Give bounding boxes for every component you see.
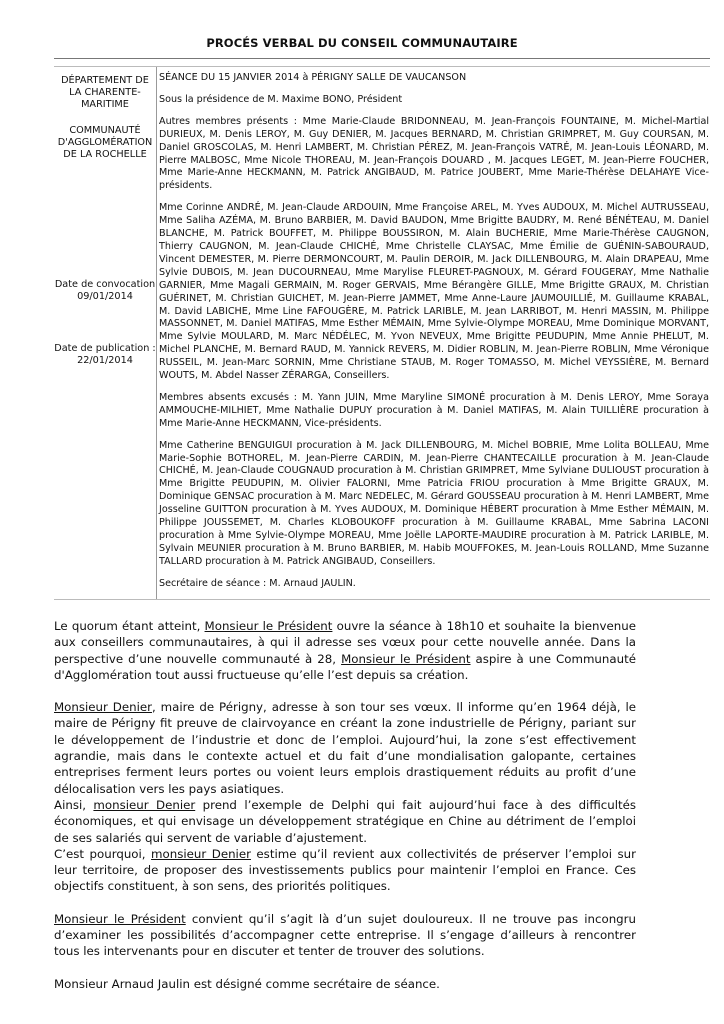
- paragraph-employment: [54, 846, 636, 895]
- text: aspire à une Communauté d'Agglomération tout aussi fructueuse qu’elle l’est depuis sa création.: [54, 651, 636, 682]
- denier-reference: Monsieur Denier: [54, 700, 152, 715]
- members-present: Autres membres présents : Mme Marie-Claude BRIDONNEAU, M. Jean-François FOUNTAINE, M. Michel-Martial DURIEUX, M. Denis LEROY, M. Guy DENIER, M. Jacques BERNARD, M. Christian GRIMPRET, M. Guy COURSAN, M. Daniel GROSCOLAS, M. Henri LAMBERT, M. Christian PÉREZ, M. Jean-François VATRÉ, M. Jean-Louis LÉONARD, M. Pierre MALBOSC, Mme Nicole THOREAU, M. Jean-François DOUARD , M. Jacques LEGET, M. Jean-Pierre FOUCHER, Mme Marie-Anne HECKMANN, M. Patrick ANGIBAUD, M. Patrice JOUBERT, Mme Marie-Thérèse DELAHAYE Vice-présidents.: [159, 115, 709, 192]
- paragraph-denier-wishes: [54, 699, 636, 797]
- session-details: [159, 67, 709, 591]
- president-reference: Monsieur le Président: [54, 911, 186, 926]
- session-secretary: Secrétaire de séance : M. Arnaud JAULIN.: [159, 577, 356, 589]
- text: C’est pourquoi,: [54, 846, 152, 861]
- text: Le quorum étant atteint,: [54, 619, 205, 633]
- proxies-list: Mme Catherine BENGUIGUI procuration à M. Jack DILLENBOURG, M. Michel BOBRIE, Mme Lolita BOLLEAU, Mme Marie-Sophie BOTHOREL, M. Jean-Pierre CARDIN, M. Jean-Pierre CHANTECAILLE procuration à M. Jean-Claude CHICHÉ, M. Jean-Claude COUGNAUD procuration à M. Christian GRIMPRET, Mme Sylviane DULIOUST procuration à Mme Brigitte PEUDUPIN, M. Olivier FALORNI, Mme Patricia FRIOU procuration à Mme Brigitte GRAUX, M. Dominique GENSAC procuration à M. Marc NEDELEC, M. Gérard GOUSSEAU procuration à M. Henri LAMBERT, Mme Josseline GUITTON procuration à M. Yves AUDOUX, M. Dominique HÉBERT procuration à Mme Esther MÉMAIN, M. Philippe JOUSSEMET, M. Charles KLOBOUKOFF procuration à M. Guillaume KRABAL, Mme Sabrina LACONI procuration à Mme Sylvie-Olympe MOREAU, Mme Joëlle LAPORTE-MAUDIRE procuration à M. Patrick LARIBLE, M. Sylvain MEUNIER procuration à M. Bruno BARBIER, M. Habib MOUFFOKES, M. Jean-Louis ROLLAND, Mme Suzanne TALLARD procuration à M. Patrick ANGIBAUD, Conseillers.: [159, 439, 709, 567]
- denier-reference: monsieur Denier: [151, 846, 251, 861]
- paragraph-president-response: [54, 911, 636, 960]
- document-title: PROCÉS VERBAL DU CONSEIL COMMUNAUTAIRE: [206, 36, 518, 50]
- paragraph-delphi: [54, 797, 636, 846]
- text: prend l’exemple de Delphi qui fait aujourd’hui face à des difficultés économiques, et qui envisage un développement stratégique en Chine au détriment de l’emploi de ses salariés qui servent de variable d’ajustement.: [54, 797, 637, 845]
- publication-date-block: [54, 343, 156, 367]
- text: Ainsi,: [54, 797, 94, 812]
- department-label: DÉPARTEMENT DE LA CHARENTE-MARITIME: [61, 75, 149, 111]
- text: ouvre la séance à 18h10 et souhaite la bienvenue aux conseillers communautaires, à qui il adresse ses vœux pour cette nouvelle année. Dans la perspective d’une nouvelle communauté à 28,: [54, 619, 636, 666]
- text: convient qu’il s’agit là d’un sujet douloureux. Il ne trouve pas incongru d’examiner les possibilités d’accompagner cette entreprise. Il s’engage d’ailleurs à rencontrer tous les intervenants pour en discuter et tenter de trouver des solutions.: [54, 911, 636, 959]
- title-divider: [54, 58, 710, 59]
- absent-excused: Membres absents excusés : M. Yann JUIN, Mme Maryline SIMONÉ procuration à M. Denis LEROY, Mme Soraya AMMOUCHE-MILHIET, Mme Nathalie DUPUY procuration à M. Daniel MATIFAS, M. Alain TUILLIÈRE procuration à Mme Marie-Anne HECKMANN, Vice-présidents.: [159, 391, 709, 429]
- session-info-table: [54, 66, 710, 600]
- paragraph-secretary: Monsieur Arnaud Jaulin est désigné comme secrétaire de séance.: [54, 976, 440, 991]
- denier-reference: monsieur Denier: [93, 797, 196, 812]
- president-reference: Monsieur le Président: [341, 651, 471, 666]
- convocation-date-block: [54, 279, 156, 303]
- publication-date: 22/01/2014: [77, 355, 133, 367]
- text: estime qu’il revient aux collectivités de préserver l’emploi sur leur territoire, de proposer des investissements publics pour maintenir l’emploi en France. Ces objectifs constituent, à son sens, des priorités politiques.: [54, 846, 636, 894]
- community-label: COMMUNAUTÉ D'AGGLOMÉRATION DE LA ROCHELLE: [57, 125, 153, 161]
- councillors-list: Mme Corinne ANDRÉ, M. Jean-Claude ARDOUIN, Mme Françoise AREL, M. Yves AUDOUX, M. Michel AUTRUSSEAU, Mme Saliha AZÉMA, M. Bruno BARBIER, M. David BAUDON, Mme Brigitte BAUDRY, M. René BÉNÉTEAU, M. Daniel BLANCHE, M. Patrick BOUFFET, M. Philippe BOUSSIRON, M. Alain BUCHERIE, Mme Marie-Thérèse CAUGNON, Thierry CAUGNON, M. Jean-Claude CHICHÉ, Mme Christelle CLAYSAC, Mme Émilie de GUÉNIN-SABOURAUD, Vincent DEMESTER, M. Pierre DERMONCOURT, M. Paulin DEROIR, M. Jack DILLENBOURG, M. Alain DRAPEAU, Mme Sylvie DUBOIS, M. Jean DUCOURNEAU, Mme Marylise FLEURET-PAGNOUX, M. Gérard FOUGERAY, Mme Nathalie GARNIER, Mme Magali GERMAIN, M. Roger GERVAIS, Mme Bérangère GILLE, Mme Brigitte GRAUX, M. Christian GUÉRINET, M. Christian GUICHET, M. Jean-Pierre JAMMET, Mme Anne-Laure JAUMOUILLIÉ, M. Guillaume KRABAL, M. David LABICHE, Mme Line FAFOUGÈRE, M. Patrick LARIBLE, M. Jean LARRIBOT, M. Henri MASSIN, M. Philippe MASSONNET, M. Daniel MATIFAS, Mme Esther MÉMAIN, Mme Sylvie-Olympe MOREAU, Mme Dominique MORVANT, Mme Sylvie MOULARD, M. Marc NÉDÉLEC, M. Yvon NEVEUX, Mme Brigitte PEUDUPIN, Mme Annie PHELUT, M. Michel PLANCHE, M. Bernard RAUD, M. Yannick REVERS, M. Didier ROBLIN, M. Jean-Pierre ROBLIN, Mme Véronique RUSSEIL, M. Jean-Marc SORNIN, Mme Christiane STAUB, M. Roger TOMASSO, M. Michel VEYSSIÈRE, M. Bernard WOUTS, M. Abdel Nasser ZÉRARGA, Conseillers.: [159, 202, 709, 382]
- minutes-body: [54, 618, 636, 992]
- paragraph-opening: [54, 618, 636, 683]
- session-presidency: Sous la présidence de M. Maxime BONO, Président: [159, 93, 403, 105]
- session-title: SÉANCE DU 15 JANVIER 2014 à PÉRIGNY SALLE DE VAUCANSON: [159, 72, 467, 83]
- convocation-label: Date de convocation: [54, 279, 156, 290]
- text: , maire de Périgny, adresse à son tour ses vœux. Il informe qu’en 1964 déjà, le maire de Périgny fit preuve de clairvoyance en créant la zone industrielle de Périgny, pariant sur le développement de l’industrie et donc de l’emploi. Aujourd’hui, la zone s’est effectivement agrandie, mais dans le contexte actuel et du fait d’une mondialisation galopante, certaines entreprises ferment leurs portes ou voient leurs emplois drastiquement réduits au profit d’une délocalisation vers les pays asiatiques.: [54, 700, 636, 796]
- convocation-date: 09/01/2014: [77, 291, 133, 303]
- publication-label: Date de publication :: [54, 343, 156, 354]
- sidebar-column: [54, 67, 157, 599]
- president-reference: Monsieur le Président: [204, 619, 333, 633]
